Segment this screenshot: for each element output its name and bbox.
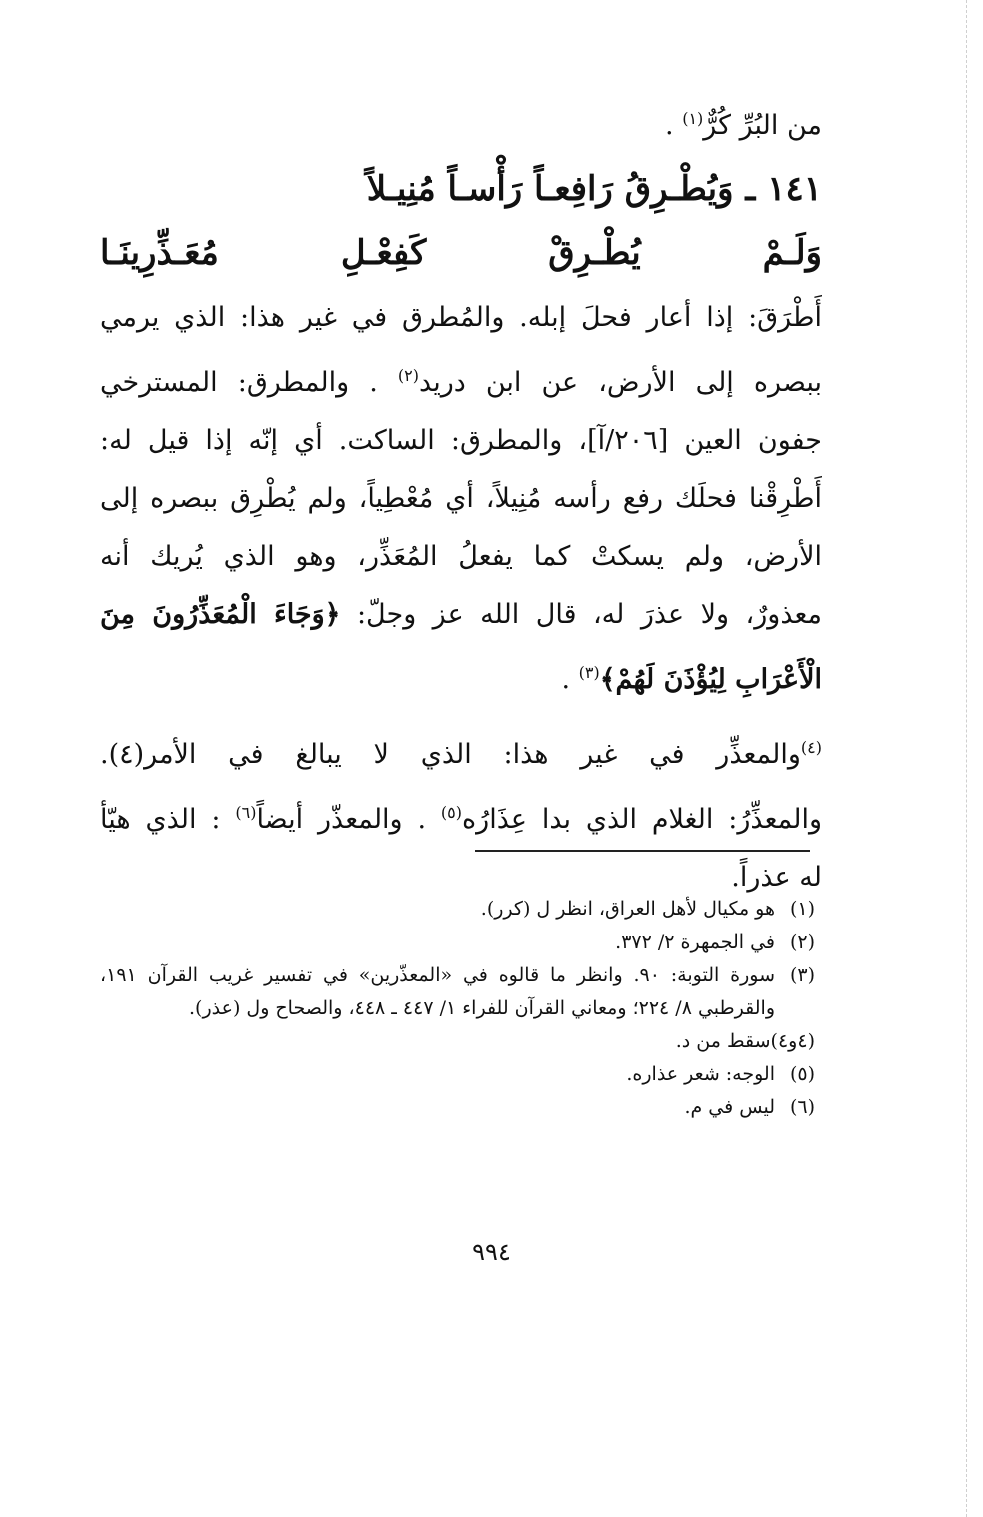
verse-line-2: وَلَـمْ يُطْـرِقْ كَفِعْـلِ مُعَـذِّرِينَـا	[100, 233, 822, 273]
footnote-ref-5[interactable]: (٥)	[440, 803, 463, 822]
footnote-2	[100, 926, 815, 959]
quran-quote-part-2: الْأَعْرَابِ لِيُؤْذَنَ لَهُمْ﴾	[599, 664, 822, 695]
commentary-line-4: أَطْرِقْنا فحلَك رفع رأسه مُنِيلاً، أي مُعْطِياً، ولم يُطْرِق ببصره إلى	[100, 483, 822, 514]
commentary-line-6-text: معذورٌ، ولا عذرَ له، قال الله عز وجلّ:	[356, 599, 822, 630]
para2-line-3: له عذراً.	[731, 862, 822, 893]
footnote-5	[100, 1058, 815, 1091]
second-paragraph	[100, 719, 822, 907]
footnote-text: ليس في م.	[684, 1096, 775, 1118]
footnote-1	[100, 893, 815, 926]
para2-line-2-text-b: . والمعذّر أيضاً	[256, 804, 441, 835]
footnote-ref-3[interactable]: (٣)	[578, 663, 600, 682]
scan-edge-line	[966, 0, 967, 1517]
footnote-3	[100, 959, 815, 1025]
opening-tail: .	[665, 110, 683, 141]
footnote-4	[100, 1025, 815, 1058]
footnote-text: في الجمهرة ٢/ ٣٧٢.	[615, 931, 775, 953]
footnote-text: سورة التوبة: ٩٠. وانظر ما قالوه في «المعذّرين» في تفسير غريب القرآن ١٩١، والقرطبي ٨/ ٢٢٤؛ ومعاني القرآن للفراء ١/ ٤٤٧ ـ ٤٤٨، والصحاح ول (عذر).	[100, 964, 775, 1019]
footnotes	[100, 893, 815, 1124]
commentary-line-2-tail: . والمطرق: المسترخي	[100, 367, 398, 398]
footnote-number: (٥)	[789, 1063, 815, 1085]
opening-line	[100, 90, 822, 155]
footnote-separator	[475, 850, 810, 852]
para2-line-2-text-c: : الذي هيّأ	[100, 804, 236, 835]
commentary	[100, 289, 822, 709]
para2-line-1-text: والمعذِّر في غير هذا: الذي لا يبالغ في الأمر(٤).	[100, 739, 801, 770]
footnote-text: الوجه: شعر عذاره.	[626, 1063, 775, 1085]
commentary-line-1: أَطْرَقَ: إذا أعار فحلَ إبله. والمُطرق في غير هذا: الذي يرمي	[100, 302, 822, 333]
commentary-line-2	[100, 347, 822, 412]
commentary-line-6	[100, 586, 822, 644]
footnote-number: (٤و٤)	[770, 1030, 815, 1052]
footnote-number: (٦)	[789, 1096, 815, 1118]
commentary-line-7	[100, 644, 822, 709]
quran-quote-part-1: ﴿وَجَاءَ الْمُعَذِّرُونَ مِنَ	[100, 599, 341, 630]
verse-line-1: ١٤١ ـ وَيُطْـرِقُ رَافِعـاً رَأْسـاً مُنِيـلاً	[366, 169, 822, 209]
para2-line-1	[100, 719, 822, 784]
footnote-number: (٣)	[789, 964, 815, 986]
opening-text: من البُرِّ كُرٌّ	[703, 110, 822, 141]
footnote-number: (٢)	[789, 931, 815, 953]
footnote-ref-2[interactable]: (٢)	[397, 366, 420, 385]
commentary-line-2-text: ببصره إلى الأرض، عن ابن دريد	[419, 367, 822, 398]
footnote-number: (١)	[789, 898, 815, 920]
footnote-text: سقط من د.	[675, 1030, 771, 1052]
footnote-text: هو مكيال لأهل العراق، انظر ل (كرر).	[480, 898, 775, 920]
commentary-line-3: جفون العين [٢٠٦/آ]، والمطرق: الساكت. أي إنّه إذا قيل له:	[100, 425, 822, 456]
quran-tail: .	[561, 664, 579, 695]
commentary-line-5: الأرض، ولم يسكتْ كما يفعلُ المُعَذِّر، وهو الذي يُريك أنه	[100, 541, 822, 572]
footnote-ref-1[interactable]: (١)	[682, 109, 704, 128]
para2-line-2	[100, 784, 822, 849]
page-number: ٩٩٤	[472, 1238, 511, 1266]
para2-line-2-text-a: والمعذِّرُ: الغلام الذي بدا عِذَارُه	[462, 804, 822, 835]
footnote-6	[100, 1091, 815, 1124]
footnote-ref-4-start[interactable]: (٤)	[800, 738, 822, 757]
page-body	[100, 90, 822, 907]
footnote-ref-6[interactable]: (٦)	[235, 803, 257, 822]
